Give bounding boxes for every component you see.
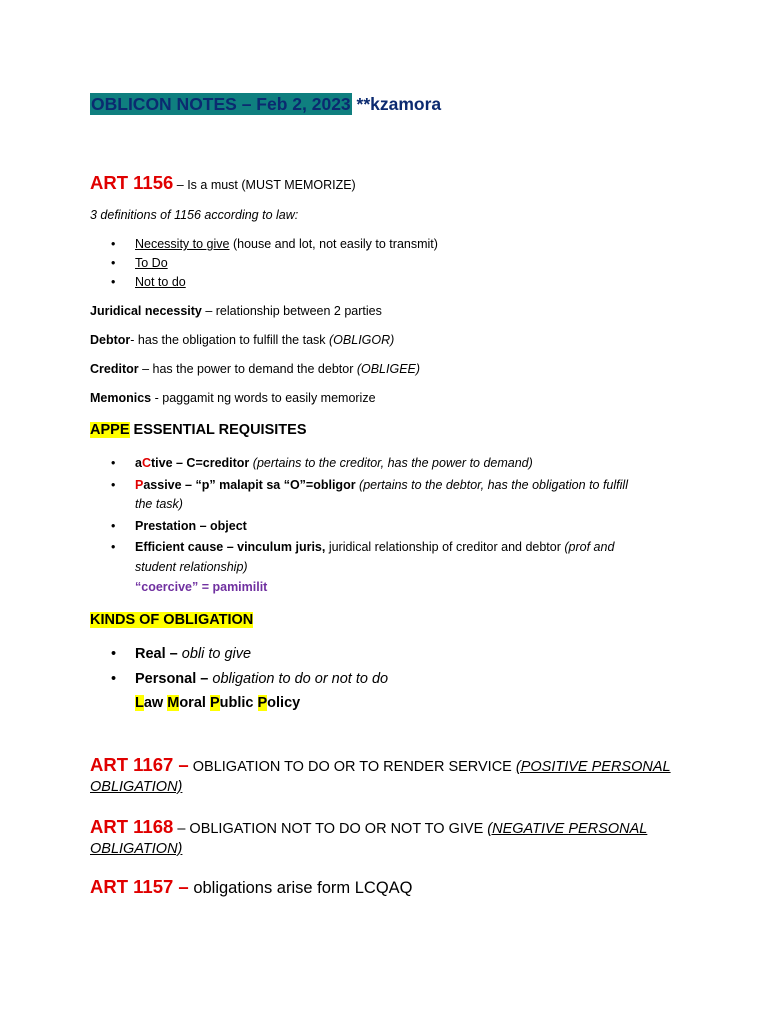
efficient-note-cont: student relationship) (135, 560, 248, 574)
title-author: **kzamora (351, 94, 442, 114)
art-1167: ART 1167 – OBLIGATION TO DO OR TO RENDER SERVICE (POSITIVE PERSONAL (90, 754, 671, 775)
list-item-personal: • Personal – obligation to do or not to do (90, 671, 388, 695)
appe-list (90, 456, 628, 559)
art-1156-heading (90, 172, 356, 194)
list-item: • Not to do (90, 275, 438, 294)
appe-heading: APPE ESSENTIAL REQUISITES (90, 422, 307, 438)
list-item-passive-cont: the task) (135, 497, 183, 511)
art-1168: ART 1168 – OBLIGATION NOT TO DO OR NOT TO GIVE (NEGATIVE PERSONAL (90, 816, 648, 837)
art-1168-note-cont: OBLIGATION) (90, 841, 183, 857)
definitions-list (90, 237, 438, 294)
art-1167-note-cont: OBLIGATION) (90, 779, 183, 795)
list-item: • Necessity to give (house and lot, not easily to transmit) (90, 237, 438, 256)
list-item: • To Do (90, 256, 438, 275)
title-highlighted: OBLICON NOTES – Feb 2, 2023 (91, 94, 351, 114)
term-memonics: Memonics - paggamit ng words to easily memorize (90, 391, 376, 405)
kinds-heading: KINDS OF OBLIGATION (90, 612, 254, 628)
page-title (90, 94, 441, 115)
term-creditor: Creditor – has the power to demand the debtor (OBLIGEE) (90, 362, 421, 376)
term-debtor: Debtor- has the obligation to fulfill the task (OBLIGOR) (90, 333, 395, 347)
list-item-passive: • Passive – “p” malapit sa “O”=obligor (pertains to the debtor, has the obligation to fulfill (90, 478, 628, 497)
coercive-note: “coercive” = pamimilit (135, 580, 268, 594)
lmpp-mnemonic: Law Moral Public Policy (135, 695, 301, 711)
list-item-real: • Real – obli to give (90, 646, 388, 671)
list-item-active: • aCtive – C=creditor (pertains to the creditor, has the power to demand) (90, 456, 628, 478)
list-item-efficient: • Efficient cause – vinculum juris, juridical relationship of creditor and debtor (prof and (90, 540, 628, 559)
art-1157: ART 1157 – obligations arise form LCQAQ (90, 876, 413, 897)
term-juridical-necessity: Juridical necessity – relationship between 2 parties (90, 304, 382, 318)
definitions-intro: 3 definitions of 1156 according to law: (90, 208, 299, 222)
art-1156-label: ART 1156 (90, 172, 174, 193)
kinds-list (90, 646, 388, 695)
list-item-prestation: • Prestation – object (90, 519, 628, 540)
art-1156-desc: – Is a must (MUST MEMORIZE) (173, 178, 356, 192)
